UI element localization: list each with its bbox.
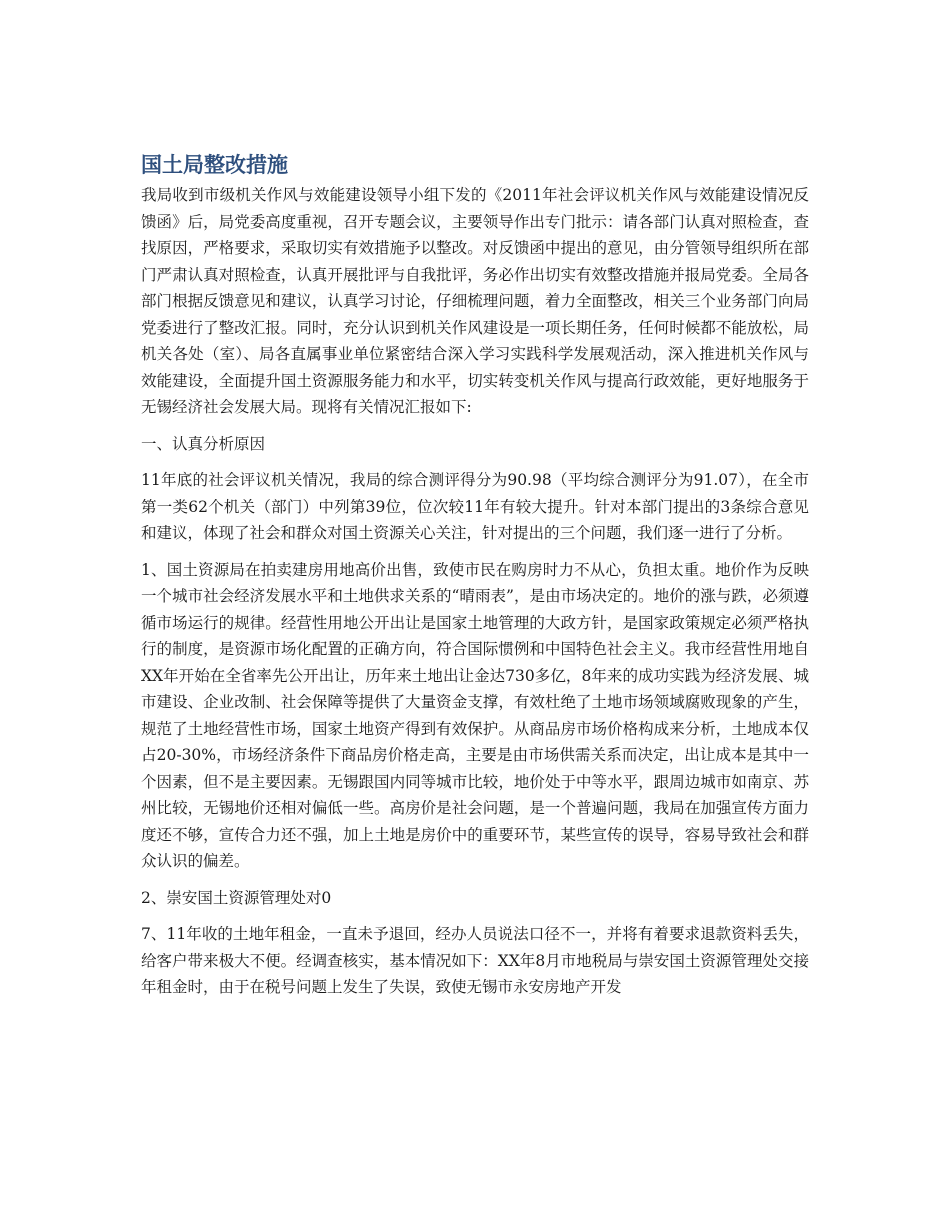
item-heading-2: 2、崇安国土资源管理处对0 [141, 888, 332, 907]
document-title: 国土局整改措施 [141, 153, 288, 177]
item-paragraph-7: 7、11年收的土地年租金，一直未予退回，经办人员说法口径不一，并将有着要求退款资料丢失，给客户带来极大不便。经调查核实，基本情况如下：XX年8月市地税局与崇安国土资源管理处交接年租金时，由于在税号问题上发生了失误，致使无锡市永安房地产开发 [141, 925, 809, 996]
item-paragraph-1: 1、国土资源局在拍卖建房用地高价出售，致使市民在购房时力不从心，负担太重。地价作为反映一个城市社会经济发展水平和土地供求关系的“晴雨表”，是由市场决定的。地价的涨与跌，必须遵循市场运行的规律。经营性用地公开出让是国家土地管理的大政方针，是国家政策规定必须严格执行的制度，是资源市场化配置的正确方向，符合国际惯例和中国特色社会主义。我市经营性用地自XX年开始在全省率先公开出让，历年来土地出让金达730多亿，8年来的成功实践为经济发展、城市建设、企业改制、社会保障等提供了大量资金支撑，有效杜绝了土地市场领域腐败现象的产生，规范了土地经营性市场，国家土地资产得到有效保护。从商品房市场价格构成来分析，土地成本仅占20-30%，市场经济条件下商品房价格走高，主要是由市场供需关系而决定，出让成本是其中一个因素，但不是主要因素。无锡跟国内同等城市比较，地价处于中等水平，跟周边城市如南京、苏州比较，无锡地价还相对偏低一些。高房价是社会问题，是一个普遍问题，我局在加强宣传方面力度还不够，宣传合力还不强，加上土地是房价中的重要环节，某些宣传的误导，容易导致社会和群众认识的偏差。 [141, 560, 809, 870]
section-heading-analysis: 一、认真分析原因 [141, 434, 266, 453]
intro-paragraph: 我局收到市级机关作风与效能建设领导小组下发的《2011年社会评议机关作风与效能建设情况反馈函》后，局党委高度重视，召开专题会议，主要领导作出专门批示：请各部门认真对照检查，查找原因，严格要求，采取切实有效措施予以整改。对反馈函中提出的意见，由分管领导组织所在部门严肃认真对照检查，认真开展批评与自我批评，务必作出切实有效整改措施并报局党委。全局各部门根据反馈意见和建议，认真学习讨论，仔细梳理问题，着力全面整改，相关三个业务部门向局党委进行了整改汇报。同时，充分认识到机关作风建设是一项长期任务，任何时候都不能放松，局机关各处（室）、局各直属事业单位紧密结合深入学习实践科学发展观活动，深入推进机关作风与效能建设，全面提升国土资源服务能力和水平，切实转变机关作风与提高行政效能，更好地服务于无锡经济社会发展大局。现将有关情况汇报如下: [141, 186, 809, 416]
section-paragraph-evaluation: 11年底的社会评议机关情况，我局的综合测评得分为90.98（平均综合测评分为91.07），在全市第一类62个机关（部门）中列第39位，位次较11年有较大提升。针对本部门提出的3条综合意见和建议，体现了社会和群众对国土资源关心关注，针对提出的三个问题，我们逐一进行了分析。 [141, 471, 809, 542]
document-page [141, 150, 809, 1011]
